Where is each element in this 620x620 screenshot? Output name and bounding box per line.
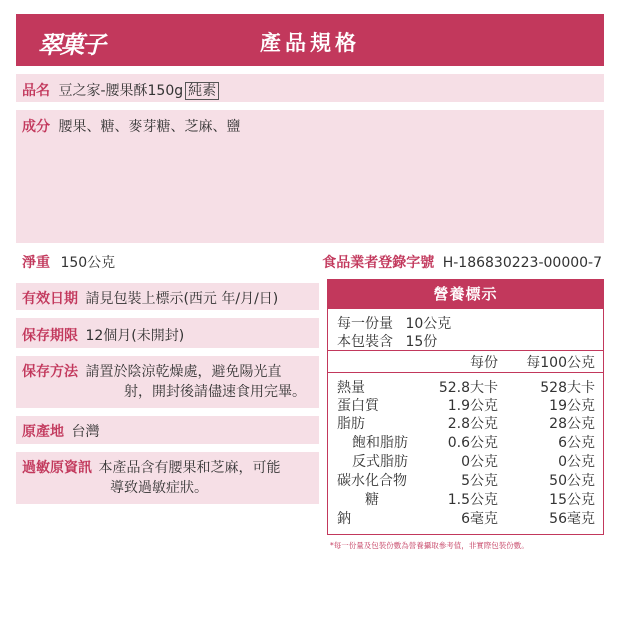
ingredients-value: 腰果、糖、麥芽糖、芝麻、鹽 [58, 119, 241, 135]
nutrition-title: 營養標示 [328, 280, 603, 309]
column-header-per-100g: 每100公克 [526, 355, 595, 371]
expiry-row [16, 283, 319, 310]
nutrient-row [337, 489, 595, 507]
allergen-line2: 導致過敏症狀。 [110, 480, 208, 496]
nutrition-footnote: *每一份量及包裝份數為營養攝取參考值，非實際包裝份數。 [330, 541, 529, 550]
nutrient-per-100g: 6公克 [558, 435, 595, 451]
net-weight-label: 淨重 [22, 255, 50, 271]
nutrient-per-serving: 1.9公克 [447, 398, 498, 414]
shelf-life-label: 保存期限 [22, 328, 78, 344]
nutrient-row [337, 432, 595, 450]
storage-row [16, 356, 319, 408]
nutrient-per-100g: 0公克 [558, 454, 595, 470]
ingredients-label: 成分 [22, 119, 50, 135]
registration-label: 食品業者登錄字號 [322, 255, 435, 271]
storage-line2: 射，開封後請儘速食用完畢。 [124, 384, 306, 400]
divider [328, 350, 603, 351]
nutrient-name: 鈉 [337, 511, 351, 527]
nutrient-row [337, 377, 595, 395]
nutrient-per-serving: 1.5公克 [447, 492, 498, 508]
product-name-label: 品名 [22, 83, 50, 99]
page-title: 產品規格 [260, 31, 360, 55]
nutrient-per-100g: 28公克 [549, 416, 595, 432]
net-weight-row [16, 250, 604, 274]
nutrient-per-100g: 50公克 [549, 473, 595, 489]
nutrient-per-serving: 0公克 [461, 454, 498, 470]
storage-label: 保存方法 [22, 364, 78, 380]
serving-size-label: 每一份量 [337, 316, 393, 332]
nutrient-per-100g: 528大卡 [540, 380, 595, 396]
nutrient-per-serving: 2.8公克 [447, 416, 498, 432]
storage-line1: 請置於陰涼乾燥處，避免陽光直 [85, 364, 282, 380]
expiry-value: 請見包裝上標示(西元 年/月/日) [85, 291, 279, 307]
header-banner [16, 14, 604, 66]
net-weight-value: 150公克 [60, 255, 116, 271]
servings-label: 本包裝含 [337, 334, 393, 350]
nutrient-name: 糖 [365, 492, 379, 508]
origin-row [16, 416, 319, 444]
nutrient-row [337, 470, 595, 488]
expiry-label: 有效日期 [22, 291, 78, 307]
nutrient-row [337, 508, 595, 526]
vegan-badge: 純素 [185, 82, 219, 100]
nutrient-per-serving: 6毫克 [461, 511, 498, 527]
allergen-line1: 本產品含有腰果和芝麻，可能 [98, 460, 281, 476]
nutrient-per-100g: 15公克 [549, 492, 595, 508]
nutrient-per-serving: 5公克 [461, 473, 498, 489]
allergen-label: 過敏原資訊 [22, 460, 92, 476]
nutrient-name: 反式脂肪 [352, 454, 408, 470]
nutrient-row [337, 395, 595, 413]
origin-label: 原產地 [22, 424, 64, 440]
origin-value: 台灣 [71, 424, 100, 440]
product-name-value: 豆之家-腰果酥150g [58, 83, 184, 99]
column-header-per-serving: 每份 [470, 355, 498, 371]
nutrient-row [337, 413, 595, 431]
nutrient-row [337, 451, 595, 469]
divider [328, 372, 603, 373]
nutrient-per-serving: 0.6公克 [447, 435, 498, 451]
shelf-life-row [16, 318, 319, 348]
nutrient-per-100g: 56毫克 [549, 511, 595, 527]
serving-size-value: 10公克 [405, 316, 452, 332]
product-name-row [16, 74, 604, 102]
nutrient-name: 脂肪 [337, 416, 365, 432]
servings-value: 15份 [405, 334, 438, 350]
nutrient-name: 碳水化合物 [337, 473, 407, 489]
nutrient-name: 飽和脂肪 [352, 435, 408, 451]
brand-logo: 翠菓子 [38, 30, 104, 59]
nutrition-facts-panel [327, 279, 604, 535]
shelf-life-value: 12個月(未開封) [85, 328, 185, 344]
nutrient-name: 熱量 [337, 380, 365, 396]
allergen-row [16, 452, 319, 504]
nutrient-per-serving: 52.8大卡 [438, 380, 498, 396]
registration-value: H-186830223-00000-7 [442, 255, 602, 271]
nutrient-name: 蛋白質 [337, 398, 379, 414]
nutrient-per-100g: 19公克 [549, 398, 595, 414]
ingredients-row [16, 110, 604, 243]
